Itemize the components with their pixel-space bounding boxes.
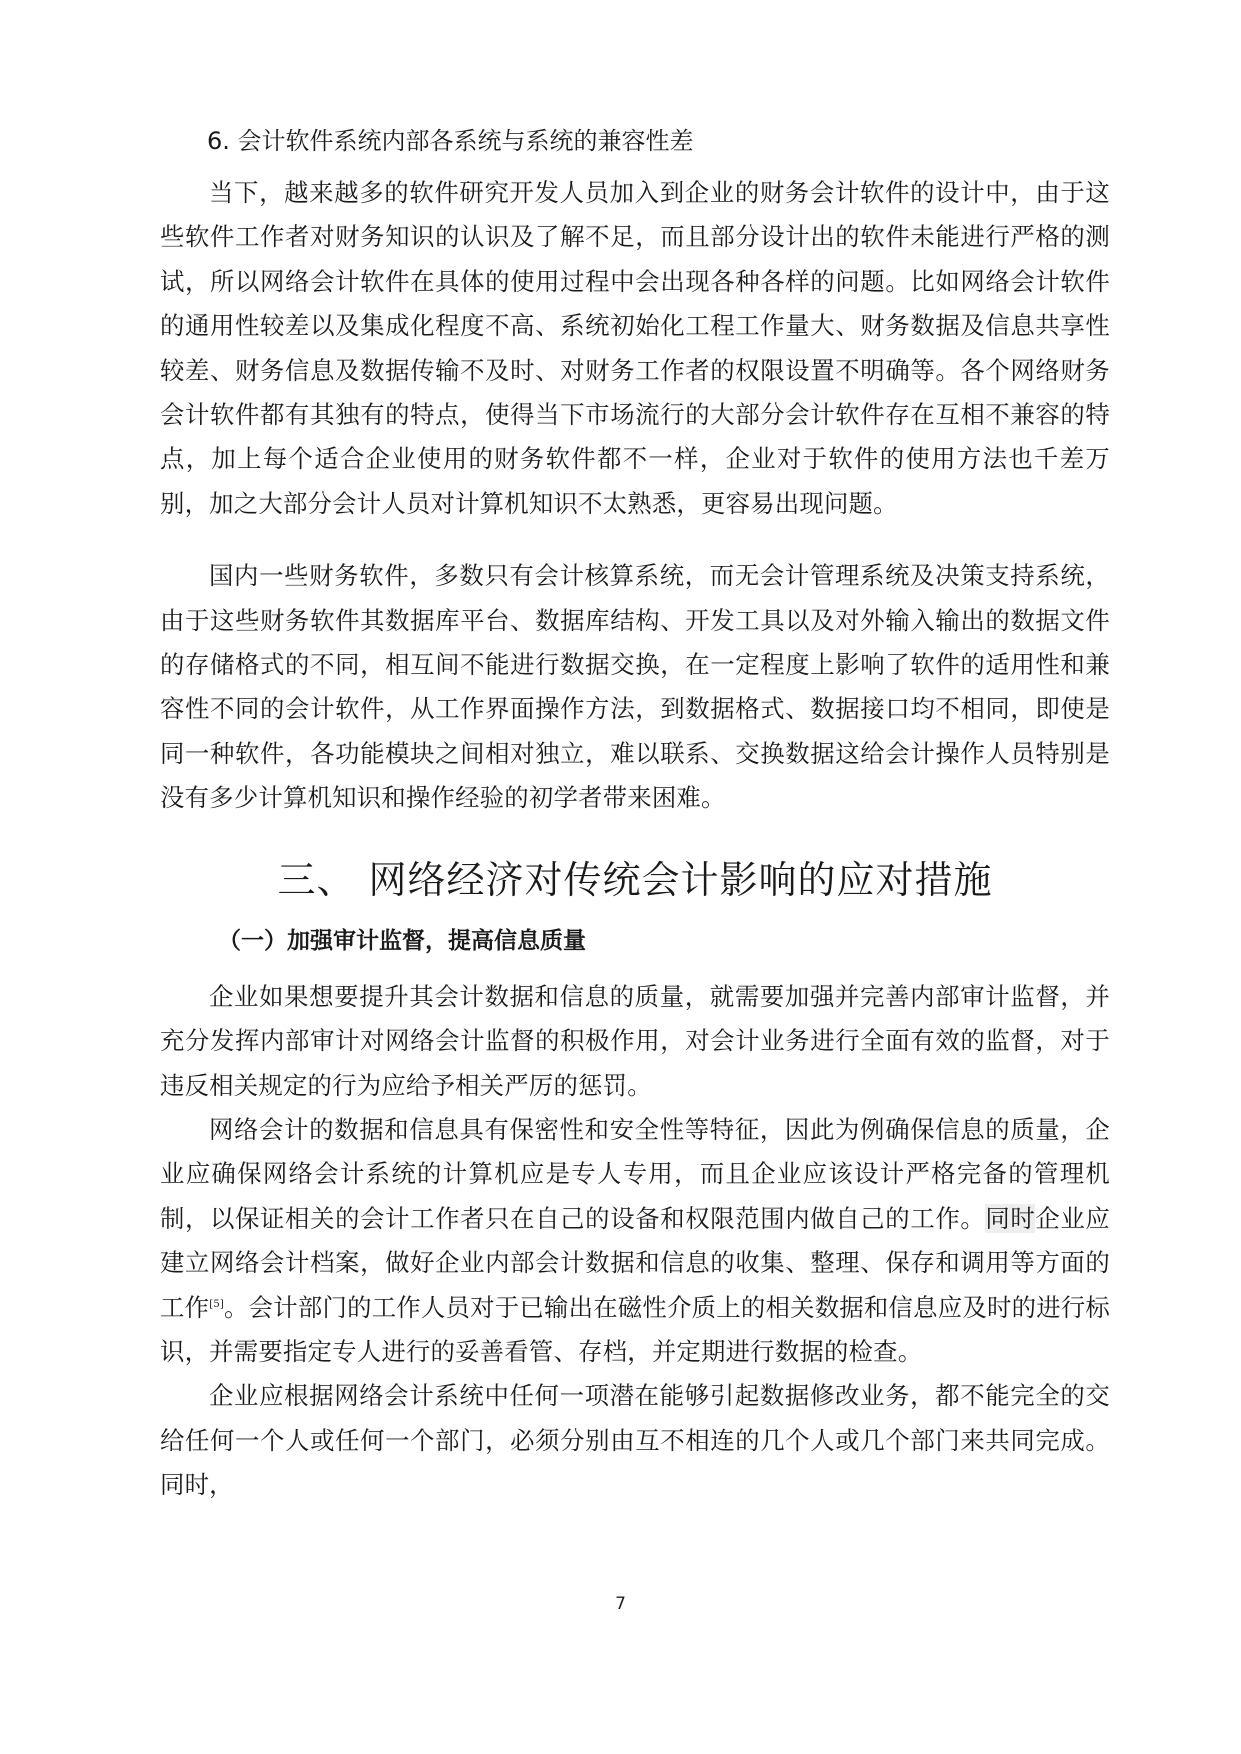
paragraph-4-part-b: 企业应建立网络会计档案，做好企业内部会计数据和信息的收集、整理、保存和调用等方面的工作 xyxy=(160,1203,1111,1322)
page-content xyxy=(160,123,1110,1508)
section-title: 三、 网络经济对传统会计影响的应对措施 xyxy=(277,857,993,902)
subsection-title-1: （一）加强审计监督，提高信息质量 xyxy=(218,927,586,954)
paragraph-2: 国内一些财务软件，多数只有会计核算系统，而无会计管理系统及决策支持系统，由于这些财务软件其数据库平台、数据库结构、开发工具以及对外输入输出的数据文件的存储格式的不同，相互间不能进行数据交换，在一定程度上影响了软件的适用性和兼容性不同的会计软件，从工作界面操作方法，到数据格式、数据接口均不相同，即使是同一种软件，各功能模块之间相对独立，难以联系、交换数据这给会计操作人员特别是没有多少计算机知识和操作经验的初学者带来困难。 xyxy=(160,561,1110,813)
citation-marker: [5] xyxy=(209,1298,224,1310)
highlighted-text: 同时 xyxy=(985,1203,1036,1233)
paragraph-4-part-a: 网络会计的数据和信息具有保密性和安全性等特征，因此为例确保信息的质量，企业应确保网络会计系统的计算机应是专人专用，而且企业应该设计严格完备的管理机制，以保证相关的会计工作者只在自己的设备和权限范围内做自己的工作。 xyxy=(160,1114,1110,1233)
paragraph-1: 当下，越来越多的软件研究开发人员加入到企业的财务会计软件的设计中，由于这些软件工作者对财务知识的认识及了解不足，而且部分设计出的软件未能进行严格的测试，所以网络会计软件在具体的使用过程中会出现各种各样的问题。比如网络会计软件的通用性较差以及集成化程度不高、系统初始化工程工作量大、财务数据及信息共享性较差、财务信息及数据传输不及时、对财务工作者的权限设置不明确等。各个网络财务会计软件都有其独有的特点，使得当下市场流行的大部分会计软件存在互相不兼容的特点，加上每个适合企业使用的财务软件都不一样，企业对于软件的使用方法也千差万别，加之大部分会计人员对计算机知识不太熟悉，更容易出现问题。 xyxy=(160,178,1110,518)
paragraph-3: 企业如果想要提升其会计数据和信息的质量，就需要加强并完善内部审计监督，并充分发挥内部审计对网络会计监督的积极作用，对会计业务进行全面有效的监督，对于违反相关规定的行为应给予相关严厉的惩罚。 xyxy=(160,981,1110,1100)
paragraph-4-part-c: 。会计部门的工作人员对于已输出在磁性介质上的相关数据和信息应及时的进行标识，并需要指定专人进行的妥善看管、存档，并定期进行数据的检查。 xyxy=(160,1292,1111,1366)
page-number: 7 xyxy=(615,1594,626,1614)
paragraph-5: 企业应根据网络会计系统中任何一项潜在能够引起数据修改业务，都不能完全的交给任何一个人或任何一个部门，必须分别由互不相连的几个人或几个部门来共同完成。同时， xyxy=(160,1381,1110,1500)
paragraph-4 xyxy=(160,1108,1110,1374)
subheading-6: 6. 会计软件系统内部各系统与系统的兼容性差 xyxy=(207,127,694,155)
